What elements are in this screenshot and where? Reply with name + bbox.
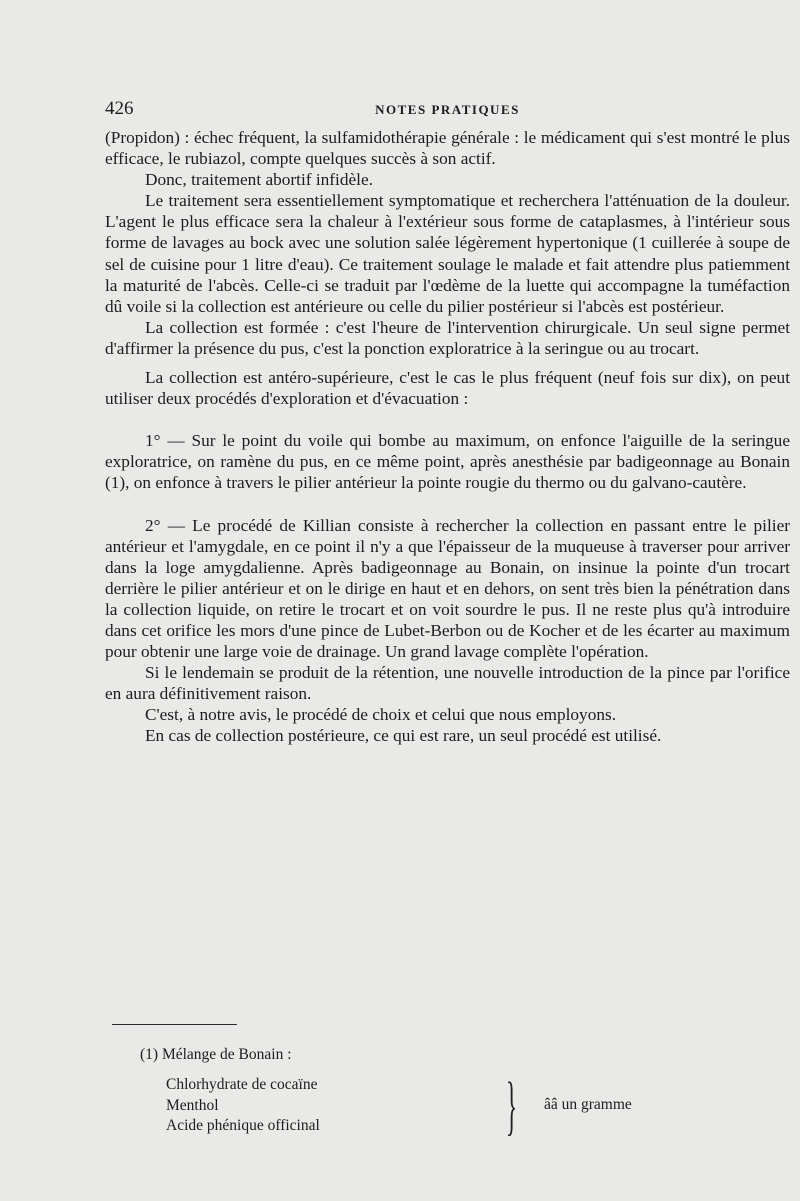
recipe-ingredient: Menthol — [166, 1096, 219, 1114]
paragraph: Donc, traitement abortif infidèle. — [145, 170, 373, 190]
footnote-divider — [112, 1024, 237, 1025]
running-title: NOTES PRATIQUES — [375, 102, 520, 117]
paragraph: 1° — Sur le point du voile qui bombe au maximum, on enfonce l'aiguille de la seringue exploratrice, on ramène du pus, en ce même point, après anesthésie par badigeonnage au Bonain (1), on enfonce à travers le pilier antérieur la pointe rougie du thermo ou du galvano-cautère. — [105, 431, 790, 493]
page-header — [105, 98, 790, 120]
footnote-title: (1) Mélange de Bonain : — [140, 1046, 292, 1063]
curly-brace-icon: } — [506, 1069, 518, 1142]
paragraph: C'est, à notre avis, le procédé de choix et celui que nous employons. — [145, 705, 617, 725]
paragraph: La collection est formée : c'est l'heure de l'intervention chirurgicale. Un seul signe permet d'affirmer la présence du pus, c'est la ponction exploratrice à la seringue ou au trocart. — [105, 317, 790, 358]
paragraph: Si le lendemain se produit de la rétention, une nouvelle introduction de la pince par l'orifice en aura définitivement raison. — [105, 663, 790, 704]
recipe-list — [166, 1075, 406, 1137]
footnote — [140, 1045, 740, 1142]
paragraph: En cas de collection postérieure, ce qui est rare, un seul procédé est utilisé. — [145, 726, 662, 746]
paragraph: La collection est antéro-supérieure, c'est le cas le plus fréquent (neuf fois sur dix), on peut utiliser deux procédés d'exploration et d'évacuation : — [105, 368, 790, 409]
recipe-ingredient: Chlorhydrate de cocaïne — [166, 1076, 318, 1093]
paragraph: Le traitement sera essentiellement symptomatique et recherchera l'atténuation de la douleur. L'agent le plus efficace sera la chaleur à l'extérieur sous forme de cataplasmes, à l'intérieur sous forme de lavages au bock avec une solution salée légèrement hypertonique (1 cuillerée à soupe de sel de cuisine pour 1 litre d'eau). Ce traitement soulage le malade et fait attendre plus patiemment la maturité de l'abcès. Celle-ci se traduit par l'œdème de la luette qui accompagne la tuméfaction dû voile si la collection est antérieure ou celle du pilier postérieur si l'abcès est postérieur. — [105, 191, 790, 316]
recipe-dose: ââ un gramme — [544, 1096, 632, 1113]
paragraph: 2° — Le procédé de Killian consiste à rechercher la collection en passant entre le pilier antérieur et l'amygdale, en ce point il n'y a que l'épaisseur de la muqueuse à traverser pour arriver dans la loge amygdalienne. Après badigeonnage au Bonain, on insinue la pointe d'un trocart derrière le pilier antérieur et on le dirige en haut et en dehors, on sent très bien la pénétration dans la collection liquide, on retire le trocart et on voit sourdre le pus. Il ne reste plus qu'à introduire dans cet orifice les mors d'une pince de Lubet-Berbon ou de Kocher et de les écarter au maximum pour obtenir une large voie de drainage. Un grand lavage complète l'opération. — [105, 515, 790, 662]
page-number: 426 — [105, 98, 134, 119]
recipe-ingredient: Acide phénique officinal — [166, 1117, 320, 1134]
body-text — [105, 127, 790, 747]
paragraph: (Propidon) : échec fréquent, la sulfamidothérapie générale : le médicament qui s'est montré le plus efficace, le rubiazol, compte quelques succès à son actif. — [105, 128, 790, 169]
